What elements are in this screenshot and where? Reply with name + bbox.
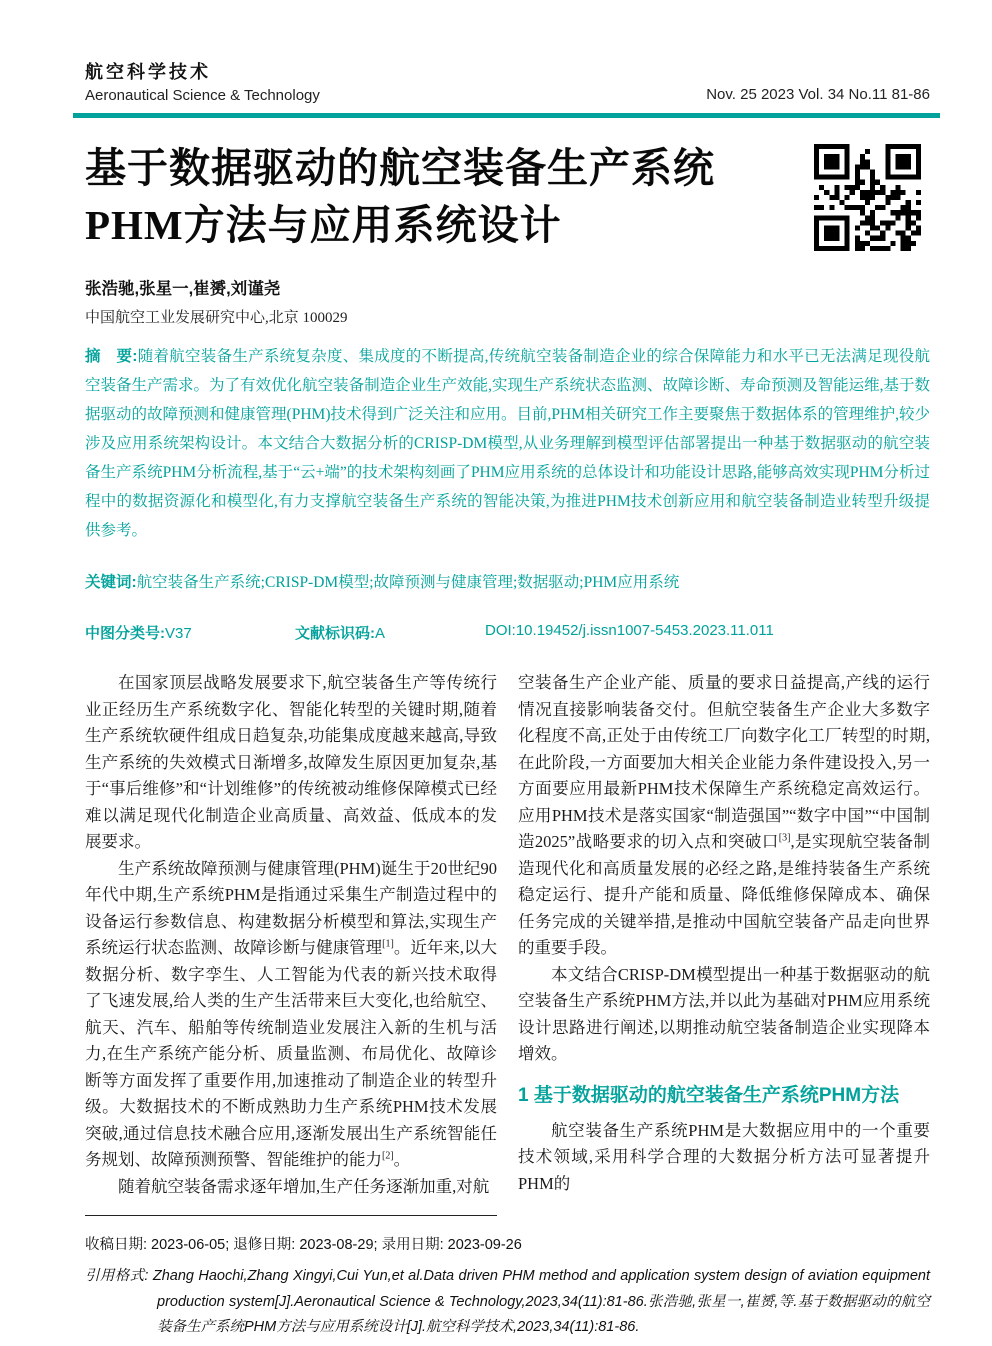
author-list: 张浩驰,张星一,崔赟,刘谨尧 [85, 280, 281, 298]
doi [485, 622, 774, 643]
doi-label: DOI: [485, 622, 516, 639]
doc-code-label: 文献标识码: [295, 625, 375, 642]
header-divider [73, 113, 940, 118]
qr-code-graphic [814, 144, 921, 251]
paragraph: 在国家顶层战略发展要求下,航空装备生产等传统行业正经历生产系统数字化、智能化转型的关键时期,随着生产系统软硬件组成日趋复杂,功能集成度越来越高,导致生产系统的失效模式日渐增多,故障发生原因更加复杂,基于“事后维修”和“计划维修”的传统被动维修保障模式已经难以满足现代化制造企业高质量、高效益、低成本的发展要求。 [85, 673, 497, 851]
body-columns [85, 670, 930, 1200]
keywords-label: 关键词: [85, 574, 137, 591]
issue-info: Nov. 25 2023 Vol. 34 No.11 81-86 [706, 86, 930, 103]
right-column-top [518, 670, 930, 1068]
citation-text: Zhang Haochi,Zhang Xingyi,Cui Yun,et al.Data driven PHM method and application system design of aviation equipment production system[J].Aeronautical Science & Technology,2023,34(11):81-86.张浩驰,张星一,崔赟,等.基于数据驱动的航空装备生产系统PHM方法与应用系统设计[J].航空科学技术,2023,34(11):81-86. [152, 1268, 930, 1335]
page-header [85, 58, 930, 104]
abstract-label: 摘 要: [85, 348, 138, 365]
qr-code [814, 144, 921, 251]
clc-label: 中图分类号: [85, 625, 165, 642]
keywords-text: 航空装备生产系统;CRISP-DM模型;故障预测与健康管理;数据驱动;PHM应用系统 [136, 574, 680, 591]
document-code [295, 622, 485, 643]
journal-masthead [85, 58, 320, 104]
journal-name-cn: 航空科学技术 [85, 62, 211, 82]
journal-name-en: Aeronautical Science & Technology [85, 87, 320, 104]
meta-row [85, 622, 930, 643]
citation [85, 1264, 930, 1341]
section-1-heading: 1 基于数据驱动的航空装备生产系统PHM方法 [518, 1084, 900, 1106]
abstract-text: 随着航空装备生产系统复杂度、集成度的不断提高,传统航空装备制造企业的综合保障能力和水平已无法满足现役航空装备生产需求。为了有效优化航空装备制造企业生产效能,实现生产系统状态监测、故障诊断、寿命预测及智能运维,基于数据驱动的故障预测和健康管理(PHM)技术得到广泛关注和应用。目前,PHM相关研究工作主要聚焦于数据体系的管理维护,较少涉及应用系统架构设计。本文结合大数据分析的CRISP-DM模型,从业务理解到模型评估部署提出一种基于数据驱动的航空装备生产系统PHM分析流程,基于“云+端”的技术架构刻画了PHM应用系统的总体设计和功能设计思路,能够高效实现PHM分析过程中的数据资源化和模型化,有力支撑航空装备生产系统的智能决策,为推进PHM技术创新应用和航空装备制造业转型升级提供参考。 [85, 348, 930, 539]
paragraph: 本文结合CRISP-DM模型提出一种基于数据驱动的航空装备生产系统PHM方法,并以此为基础对PHM应用系统设计思路进行阐述,以期推动航空装备制造企业实现降本增效。 [518, 964, 930, 1063]
citation-label: 引用格式: [85, 1268, 153, 1284]
right-column [518, 670, 930, 1200]
footnote-block [85, 1233, 930, 1341]
abstract [85, 342, 930, 545]
paragraph: 航空装备生产系统PHM是大数据应用中的一个重要技术领域,采用科学合理的大数据分析方法可显著提升PHM的 [518, 1120, 930, 1193]
keywords [85, 571, 930, 595]
affiliation: 中国航空工业发展研究中心,北京 100029 [85, 310, 348, 326]
paragraph: 生产系统故障预测与健康管理(PHM)诞生于20世纪90年代中期,生产系统PHM是指通过采集生产制造过程中的设备运行参数信息、构建数据分析模型和算法,实现生产系统运行状态监测、故障诊断与健康管理[1]。近年来,以大数据分析、数字孪生、人工智能为代表的新兴技术取得了飞速发展,给人类的生产生活带来巨大变化,也给航空、航天、汽车、船舶等传统制造业发展注入新的生机与活力,在生产系统产能分析、质量监测、布局优化、故障诊断等方面发挥了重要作用,加速推动了制造企业的转型升级。大数据技术的不断成熟助力生产系统PHM技术发展突破,通过信息技术融合应用,逐渐发展出生产系统智能任务规划、故障预测预警、智能维护的能力[2]。 [85, 858, 498, 1169]
manuscript-dates: 收稿日期: 2023-06-05; 退修日期: 2023-08-29; 录用日期: 2023-09-26 [85, 1237, 522, 1253]
right-column-bottom [518, 1118, 930, 1198]
paragraph: 随着航空装备需求逐年增加,生产任务逐渐加重,对航 [118, 1176, 490, 1196]
doi-value: 10.19452/j.issn1007-5453.2023.11.011 [515, 622, 774, 639]
title-block [85, 140, 930, 254]
clc-value: V37 [165, 625, 192, 642]
left-column [85, 670, 497, 1200]
article-title-line2: PHM方法与应用系统设计 [85, 202, 562, 248]
paragraph: 空装备生产企业产能、质量的要求日益提高,产线的运行情况直接影响装备交付。但航空装备生产企业大多数字化程度不高,正处于由传统工厂向数字化工厂转型的时期,在此阶段,一方面要加大相关企业能力条件建设投入,另一方面要应用最新PHM技术保障生产系统稳定高效运行。应用PHM技术是落实国家“制造强国”“数字中国”“中国制造2025”战略要求的切入点和突破口[3],是实现航空装备制造现代化和高质量发展的必经之路,是维持装备生产系统稳定运行、提升产能和质量、降低维修保障成本、确保任务完成的关键举措,是推动中国航空装备产品走向世界的重要手段。 [518, 673, 931, 957]
doc-code-value: A [375, 625, 386, 642]
article-title-line1: 基于数据驱动的航空装备生产系统 [85, 145, 715, 191]
article-title [85, 140, 715, 254]
clc-number [85, 622, 295, 643]
footnote-divider [85, 1215, 497, 1216]
